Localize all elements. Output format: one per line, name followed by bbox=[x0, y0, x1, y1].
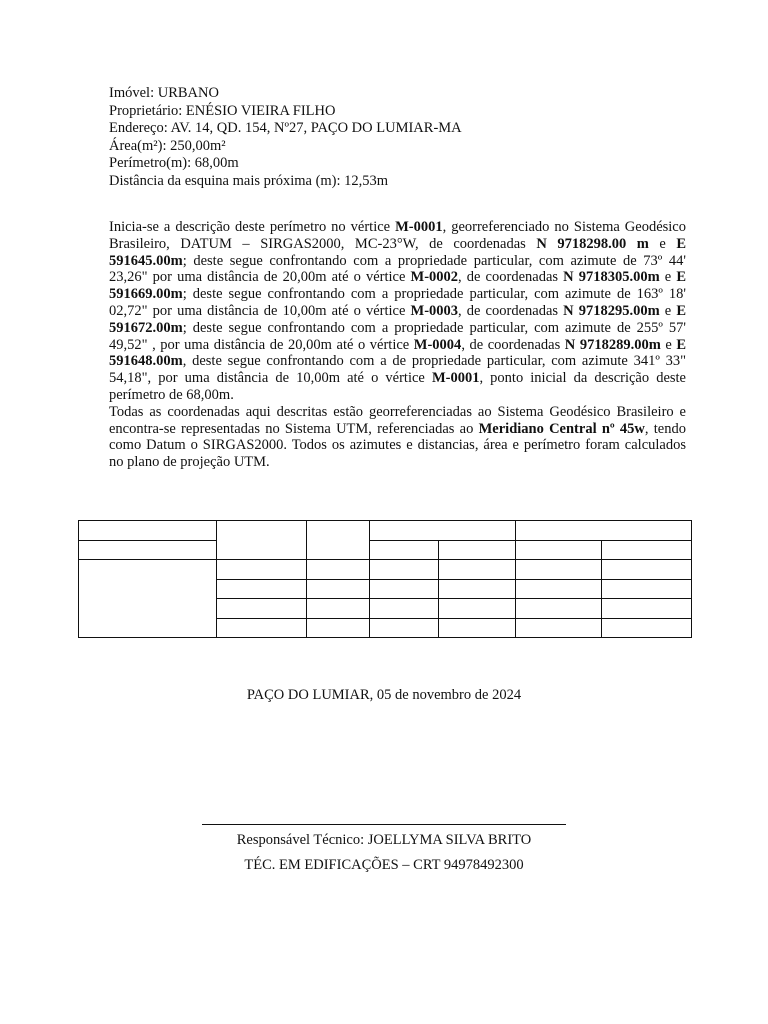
text-run: e bbox=[648, 235, 677, 252]
signature-line bbox=[202, 824, 566, 825]
table-cell bbox=[602, 599, 692, 619]
bold-text: M-0002 bbox=[410, 269, 459, 286]
table-cell bbox=[516, 599, 602, 619]
table-cell bbox=[439, 560, 516, 580]
table-cell bbox=[217, 599, 307, 619]
endereco-line: Endereço: AV. 14, QD. 154, Nº27, PAÇO DO LUMIAR-MA bbox=[109, 120, 462, 137]
table-cell bbox=[217, 618, 307, 638]
bold-text: M-0003 bbox=[410, 302, 459, 319]
table-cell bbox=[307, 521, 370, 560]
table-cell bbox=[516, 521, 692, 541]
text-run: , tendo como Datum o SIRGAS2000. Todos os azimutes e distancias, área e perímetro foram calculados no plano de projeção UTM. bbox=[109, 420, 686, 471]
perimetro-line: Perímetro(m): 68,00m bbox=[109, 155, 239, 172]
technician-credential: TÉC. EM EDIFICAÇÕES – CRT 94978492300 bbox=[244, 857, 524, 873]
text-run: , de coordenadas bbox=[458, 302, 564, 319]
table-cell bbox=[602, 560, 692, 580]
table-cell bbox=[516, 618, 602, 638]
description-paragraph-2 bbox=[109, 404, 686, 471]
description-paragraph-1 bbox=[109, 219, 686, 404]
bold-text: N 9718289.00m bbox=[564, 336, 661, 353]
bold-text: E 591669.00m bbox=[109, 269, 687, 303]
table-row bbox=[79, 540, 692, 560]
text-run: , de coordenadas bbox=[461, 336, 565, 353]
table-cell bbox=[307, 579, 370, 599]
table-cell bbox=[307, 560, 370, 580]
bold-text: M-0001 bbox=[395, 219, 443, 235]
text-run: ; deste segue confrontando com a propriedade particular, com azimute de 73º 44' 23,26" por uma distância de 20,00m até o vértice bbox=[109, 252, 686, 286]
table-cell bbox=[217, 521, 307, 560]
text-run: e bbox=[660, 336, 677, 353]
text-run: , deste segue confrontando com a de propriedade particular, com azimute 341º 33" 54,18", por uma distância de 10,00m até o vértice bbox=[109, 353, 686, 387]
bold-text: N 9718295.00m bbox=[563, 302, 660, 319]
table-cell bbox=[370, 521, 516, 541]
text-run: , georreferenciado no Sistema Geodésico Brasileiro, DATUM – SIRGAS2000, MC-23°W, de coordenadas bbox=[109, 219, 686, 252]
text-run: e bbox=[659, 302, 677, 319]
table-cell bbox=[602, 540, 692, 560]
bold-text: E 591645.00m bbox=[109, 235, 686, 269]
table-cell bbox=[439, 540, 516, 560]
table-cell bbox=[217, 579, 307, 599]
table-cell bbox=[79, 540, 217, 560]
distancia-line: Distância da esquina mais próxima (m): 12,53m bbox=[109, 172, 389, 189]
table-cell bbox=[516, 560, 602, 580]
vertices-table bbox=[78, 520, 692, 638]
text-run: ; deste segue confrontando com a propriedade particular, com azimute de 163º 18' 02,72" por uma distância de 10,00m até o vértice bbox=[109, 286, 686, 319]
text-run: , de coordenadas bbox=[458, 269, 564, 286]
bold-text: M-0004 bbox=[413, 336, 462, 353]
table-cell bbox=[602, 579, 692, 599]
proprietario-line: Proprietário: ENÉSIO VIEIRA FILHO bbox=[109, 102, 336, 119]
bold-text: Meridiano Central nº 45w bbox=[478, 420, 645, 437]
property-header bbox=[109, 85, 669, 191]
text-run: ; deste segue confrontando com a propriedade particular, com azimute de 255º 57' 49,52" , por uma distância de 20,00m até o vértice bbox=[109, 319, 686, 353]
bold-text: M-0001 bbox=[431, 370, 480, 387]
text-run: e bbox=[659, 269, 677, 286]
table-cell bbox=[307, 618, 370, 638]
table-cell bbox=[370, 599, 439, 619]
table-cell bbox=[370, 540, 439, 560]
table-cell bbox=[439, 579, 516, 599]
table-cell bbox=[439, 599, 516, 619]
city-date-line: PAÇO DO LUMIAR, 05 de novembro de 2024 bbox=[246, 687, 522, 703]
table-cell bbox=[307, 599, 370, 619]
imovel-line: Imóvel: URBANO bbox=[109, 85, 219, 101]
text-run: , ponto inicial da descrição deste perímetro de 68,00m. bbox=[109, 370, 686, 403]
table-cell bbox=[370, 560, 439, 580]
table-cell bbox=[370, 618, 439, 638]
table-cell bbox=[516, 579, 602, 599]
table-cell bbox=[439, 618, 516, 638]
area-line: Área(m²): 250,00m² bbox=[109, 137, 226, 154]
table-cell bbox=[79, 521, 217, 541]
table-cell bbox=[370, 579, 439, 599]
bold-text: E 591648.00m bbox=[109, 336, 687, 370]
table-cell bbox=[516, 540, 602, 560]
table-row bbox=[79, 560, 692, 580]
table-cell bbox=[217, 560, 307, 580]
table-cell bbox=[602, 618, 692, 638]
bold-text: N 9718298.00 m bbox=[536, 235, 649, 252]
responsible-technician: Responsável Técnico: JOELLYMA SILVA BRITO bbox=[236, 832, 532, 848]
perimeter-description bbox=[109, 219, 686, 471]
table-cell bbox=[79, 560, 217, 638]
table-row bbox=[79, 521, 692, 541]
bold-text: E 591672.00m bbox=[109, 302, 687, 336]
text-run: Todas as coordenadas aqui descritas estão georreferenciadas ao Sistema Geodésico Brasileiro e encontra-se representadas no Sistema UTM, referenciadas ao bbox=[109, 403, 686, 437]
bold-text: N 9718305.00m bbox=[563, 269, 660, 286]
text-run: Inicia-se a descrição deste perímetro no vértice bbox=[109, 219, 396, 235]
